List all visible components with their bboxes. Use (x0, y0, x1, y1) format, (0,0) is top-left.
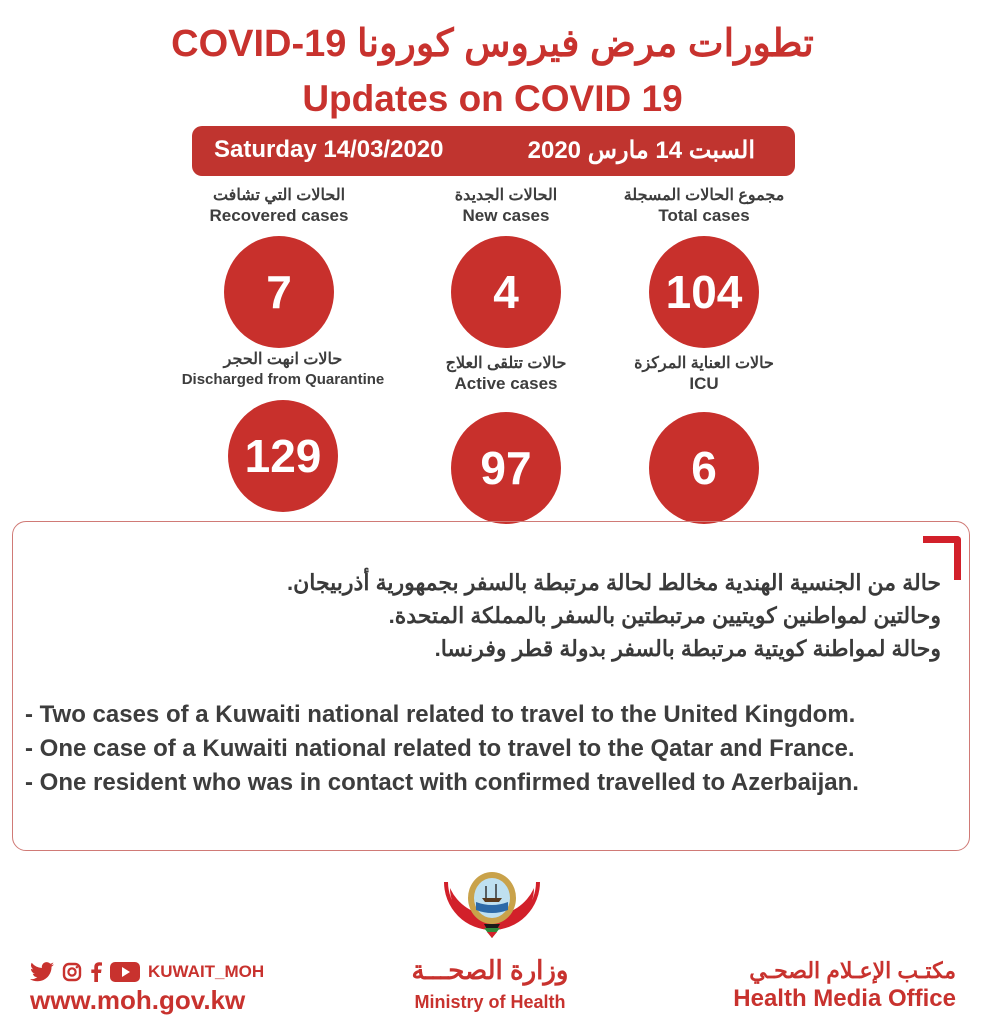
stat-label-ar: حالات العناية المركزة (634, 355, 774, 372)
office-name-english: Health Media Office (733, 985, 956, 1012)
office-name-arabic: مكتـب الإعـلام الصحـي (749, 958, 956, 983)
stat-label-ar: الحالات الجديدة (454, 187, 558, 204)
ministry-name-english: Ministry of Health (414, 992, 566, 1012)
stat-label-en: Active cases (454, 374, 558, 393)
facebook-icon[interactable] (90, 962, 102, 982)
stat-value-circle: 129 (228, 400, 338, 512)
stat-value-circle: 97 (451, 412, 561, 524)
stat-label-en: ICU (689, 374, 719, 393)
notes-arabic (287, 566, 941, 665)
stat-label-en: Discharged from Quarantine (181, 371, 385, 388)
note-en-line: - One resident who was in contact with confirmed travelled to Azerbaijan. (25, 769, 859, 796)
notes-english (25, 698, 859, 800)
stat-value-circle: 4 (451, 236, 561, 348)
stat-value-circle: 6 (649, 412, 759, 524)
date-arabic: السبت 14 مارس 2020 (527, 137, 755, 164)
youtube-icon[interactable] (110, 962, 140, 982)
date-english: Saturday 14/03/2020 (214, 136, 444, 163)
note-en-line: - Two cases of a Kuwaiti national related to travel to the United Kingdom. (25, 701, 856, 728)
date-bar (192, 126, 795, 176)
notes-box (12, 521, 970, 851)
social-links (30, 962, 264, 982)
social-handle[interactable]: KUWAIT_MOH (148, 962, 265, 981)
note-ar-line: حالة من الجنسية الهندية مخالط لحالة مرتبطة بالسفر بجمهورية أذربيجان. (286, 570, 941, 595)
stat-label-ar: مجموع الحالات المسجلة (623, 187, 785, 204)
instagram-icon[interactable] (62, 962, 82, 982)
stat-label-ar: الحالات التي تشافت (212, 187, 346, 204)
stat-new-cases (386, 186, 626, 348)
stat-value-circle: 104 (649, 236, 759, 348)
title-arabic: تطورات مرض فيروس كورونا COVID-19 (171, 23, 814, 65)
stat-label-en: New cases (462, 206, 550, 225)
ministry-name-arabic: وزارة الصحـــة (411, 955, 569, 985)
title-english: Updates on COVID 19 (302, 78, 683, 119)
stat-label-ar: حالات تتلقى العلاج (445, 355, 567, 372)
stat-discharged-quarantine (163, 350, 403, 512)
stat-value-circle: 7 (224, 236, 334, 348)
note-ar-line: وحالة لمواطنة كويتية مرتبطة بالسفر بدولة قطر وفرنسا. (434, 636, 941, 661)
note-en-line: - One case of a Kuwaiti national related to travel to the Qatar and France. (25, 735, 855, 762)
stat-recovered-cases (159, 186, 399, 348)
stat-label-en: Recovered cases (209, 206, 349, 225)
stat-active-cases (386, 354, 626, 524)
stat-label-ar: حالات انهت الحجر (223, 351, 343, 368)
kuwait-emblem-logo (440, 868, 544, 958)
website-link[interactable]: www.moh.gov.kw (30, 985, 246, 1015)
note-ar-line: وحالتين لمواطنين كويتيين مرتبطتين بالسفر بالمملكة المتحدة. (388, 603, 941, 628)
twitter-icon[interactable] (30, 962, 54, 982)
stat-label-en: Total cases (658, 206, 750, 225)
